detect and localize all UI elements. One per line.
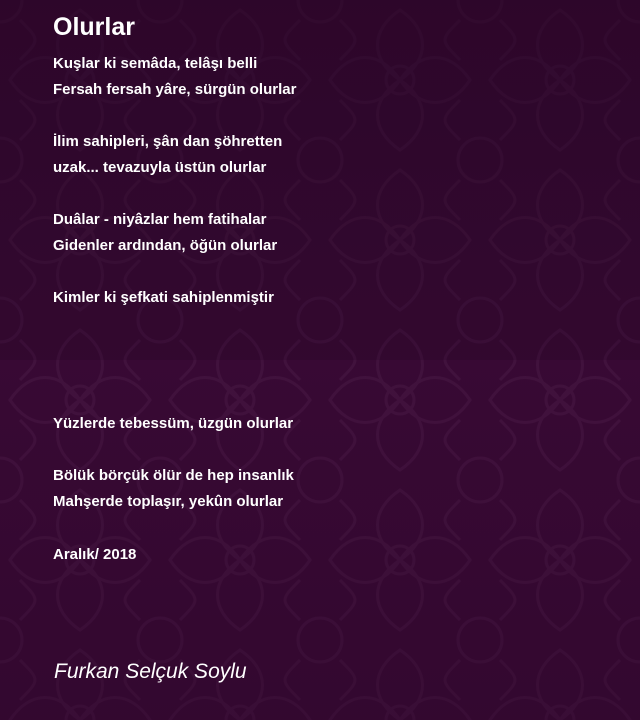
poem-line: İlim sahipleri, şân dan şöhretten — [53, 133, 283, 150]
poem-line: Fersah fersah yâre, sürgün olurlar — [53, 81, 297, 98]
poem-line: Yüzlerde tebessüm, üzgün olurlar — [53, 415, 294, 432]
poem-line: uzak... tevazuyla üstün olurlar — [53, 159, 267, 176]
poem-title: Olurlar — [53, 13, 135, 41]
poem-author: Furkan Selçuk Soylu — [54, 660, 247, 683]
poem-line: Kuşlar ki semâda, telâşı belli — [53, 55, 258, 72]
poem-line: Gidenler ardından, öğün olurlar — [53, 237, 278, 254]
poem-line: Kimler ki şefkati sahiplenmiştir — [53, 289, 274, 306]
poem-line: Bölük börçük ölür de hep insanlık — [53, 467, 294, 484]
poem-date: Aralık/ 2018 — [53, 546, 137, 563]
poem-line: Duâlar - niyâzlar hem fatihalar — [53, 211, 267, 228]
poem-line: Mahşerde toplaşır, yekûn olurlar — [53, 493, 284, 510]
